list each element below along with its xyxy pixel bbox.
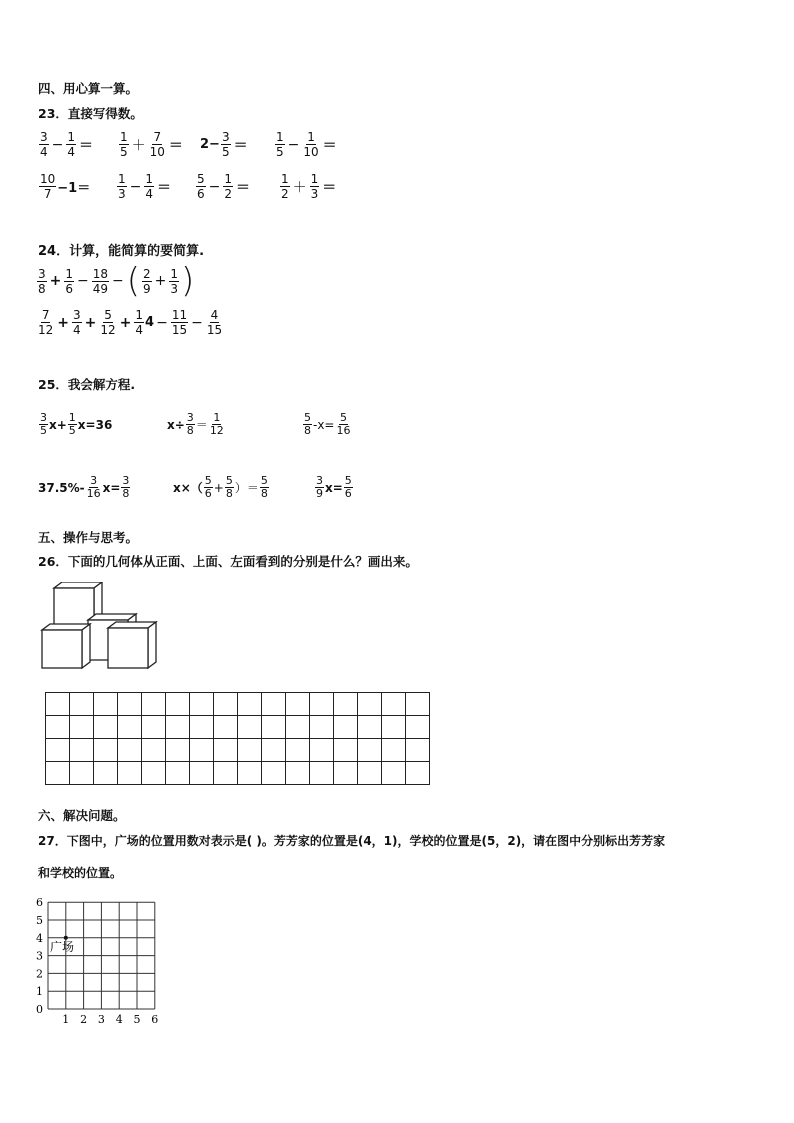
coordinate-grid-svg[interactable] [30, 893, 170, 1033]
grid-cell[interactable] [238, 716, 262, 739]
grid-cell[interactable] [46, 693, 70, 716]
y-axis-label: 1 [36, 985, 43, 999]
q23-item-4: $\frac{1}{5}$ − $\frac{1}{10}$ ＝ [276, 130, 337, 159]
grid-cell[interactable] [70, 739, 94, 762]
grid-cell[interactable] [286, 762, 310, 785]
q25-equation-3: $\frac{5}{8}$ -x= $\frac{5}{16}$ [304, 411, 351, 437]
grid-cell[interactable] [190, 693, 214, 716]
q24-expression-2: $\frac{7}{12}$ + $\frac{3}{4}$ + $\frac{5}{12}$ + $\frac{1}{4}$ 4 − $\frac{11}{15}$ − $\frac{4}{15}$ [38, 308, 223, 337]
stacked-cubes-drawing [40, 582, 170, 672]
fraction: $\frac{3}{4}$ [40, 130, 48, 159]
grid-cell[interactable] [46, 762, 70, 785]
q27-text-line-1: 27．下图中，广场的位置用数对表示是( )。芳芳家的位置是(4，1)，学校的位置是(5，2)，请在图中分别标出芳芳家 [38, 834, 666, 848]
grid-cell[interactable] [238, 762, 262, 785]
grid-cell[interactable] [70, 762, 94, 785]
grid-cell[interactable] [262, 762, 286, 785]
q25-equation-1: $\frac{3}{5}$ x+ $\frac{1}{5}$ x=36 [40, 411, 113, 437]
grid-cell[interactable] [382, 762, 406, 785]
q23-item-1: $\frac{3}{4}$ − $\frac{1}{4}$ ＝ [40, 130, 94, 159]
grid-cell[interactable] [118, 693, 142, 716]
grid-cell[interactable] [166, 693, 190, 716]
grid-cell[interactable] [238, 693, 262, 716]
grid-cell[interactable] [382, 716, 406, 739]
y-axis-label: 5 [36, 914, 43, 927]
grid-cell[interactable] [358, 762, 382, 785]
grid-cell[interactable] [166, 762, 190, 785]
grid-cell[interactable] [334, 739, 358, 762]
grid-cell[interactable] [142, 716, 166, 739]
grid-cell[interactable] [214, 716, 238, 739]
q25-equation-4: 37.5%- $\frac{3}{16}$ x= $\frac{3}{8}$ [38, 474, 130, 500]
x-axis-label: 2 [80, 1013, 88, 1026]
coordinate-grid[interactable] [30, 893, 170, 1037]
q23-item-7: $\frac{5}{6}$ − $\frac{1}{2}$ ＝ [197, 172, 251, 201]
q25-equation-5: x×（ $\frac{5}{6}$ + $\frac{5}{8}$ ）＝ $\frac{5}{8}$ [173, 474, 268, 500]
grid-cell[interactable] [214, 739, 238, 762]
grid-cell[interactable] [190, 762, 214, 785]
x-axis-label: 6 [151, 1013, 159, 1026]
y-axis-label: 2 [36, 967, 43, 981]
grid-cell[interactable] [382, 739, 406, 762]
section-four-heading: 四、用心算一算。 [38, 81, 139, 96]
grid-cell[interactable] [166, 739, 190, 762]
grid-cell[interactable] [142, 693, 166, 716]
grid-cell[interactable] [262, 739, 286, 762]
q25-title: 25．我会解方程. [38, 377, 136, 392]
grid-cell[interactable] [94, 762, 118, 785]
grid-cell[interactable] [94, 693, 118, 716]
grid-cell[interactable] [310, 693, 334, 716]
grid-cell[interactable] [262, 716, 286, 739]
grid-cell[interactable] [310, 739, 334, 762]
y-axis-label: 6 [36, 896, 43, 910]
grid-cell[interactable] [382, 693, 406, 716]
grid-cell[interactable] [118, 762, 142, 785]
grid-cell[interactable] [334, 693, 358, 716]
grid-cell[interactable] [406, 762, 430, 785]
x-axis-label: 3 [97, 1013, 105, 1026]
grid-cell[interactable] [46, 716, 70, 739]
grid-cell[interactable] [94, 739, 118, 762]
q23-item-5: $\frac{10}{7}$ −1＝ [40, 172, 91, 201]
grid-cell[interactable] [70, 693, 94, 716]
grid-cell[interactable] [358, 716, 382, 739]
grid-cell[interactable] [310, 762, 334, 785]
grid-cell[interactable] [406, 716, 430, 739]
cube-solid-figure [40, 582, 170, 672]
grid-cell[interactable] [286, 739, 310, 762]
x-axis-label: 5 [133, 1013, 141, 1026]
grid-cell[interactable] [334, 762, 358, 785]
drawing-grid[interactable] [45, 692, 430, 785]
q23-title: 23．直接写得数。 [38, 106, 143, 121]
grid-cell[interactable] [358, 693, 382, 716]
grid-cell[interactable] [190, 739, 214, 762]
grid-cell[interactable] [70, 716, 94, 739]
grid-cell[interactable] [214, 693, 238, 716]
section-six-heading: 六、解决问题。 [38, 808, 126, 823]
q26-title: 26．下面的几何体从正面、上面、左面看到的分别是什么？画出来。 [38, 554, 418, 569]
y-axis-label: 4 [36, 931, 43, 945]
grid-cell[interactable] [334, 716, 358, 739]
x-axis-label: 4 [115, 1013, 123, 1026]
section-five-heading: 五、操作与思考。 [38, 530, 139, 545]
grid-cell[interactable] [142, 739, 166, 762]
grid-cell[interactable] [310, 716, 334, 739]
q24-title: 24．计算，能简算的要简算. [38, 244, 205, 259]
q23-item-8: $\frac{1}{2}$ ＋ $\frac{1}{3}$ ＝ [281, 172, 337, 201]
fraction: $\frac{1}{4}$ [67, 130, 76, 159]
grid-cell[interactable] [118, 716, 142, 739]
grid-cell[interactable] [94, 716, 118, 739]
q24-expression-1: $\frac{3}{8}$ + $\frac{1}{6}$ − $\frac{18}{49}$ − ( $\frac{2}{9}$ + $\frac{1}{3}$ ) [38, 261, 195, 301]
x-axis-label: 1 [62, 1013, 70, 1026]
grid-cell[interactable] [406, 693, 430, 716]
grid-cell[interactable] [238, 739, 262, 762]
plaza-label: 广场 [50, 939, 75, 954]
grid-cell[interactable] [190, 716, 214, 739]
y-axis-label: 3 [36, 949, 43, 963]
y-axis-label: 0 [36, 1003, 43, 1016]
q27-text-line-2: 和学校的位置。 [38, 866, 123, 880]
q25-equation-2: x÷ $\frac{3}{8}$ ＝ $\frac{1}{12}$ [167, 411, 224, 437]
grid-cell[interactable] [142, 762, 166, 785]
q25-equation-6: $\frac{3}{9}$ x= $\frac{5}{6}$ [316, 474, 352, 500]
grid-cell[interactable] [358, 739, 382, 762]
q23-item-3: 2− $\frac{3}{5}$ ＝ [200, 130, 248, 159]
q23-item-2: $\frac{1}{5}$ ＋ $\frac{7}{10}$ ＝ [120, 130, 183, 159]
grid-cell[interactable] [262, 693, 286, 716]
grid-cell[interactable] [46, 739, 70, 762]
q23-item-6: $\frac{1}{3}$ − $\frac{1}{4}$ ＝ [118, 172, 172, 201]
grid-cell[interactable] [118, 739, 142, 762]
grid-cell[interactable] [166, 716, 190, 739]
grid-cell[interactable] [286, 716, 310, 739]
grid-cell[interactable] [286, 693, 310, 716]
grid-cell[interactable] [214, 762, 238, 785]
grid-cell[interactable] [406, 739, 430, 762]
